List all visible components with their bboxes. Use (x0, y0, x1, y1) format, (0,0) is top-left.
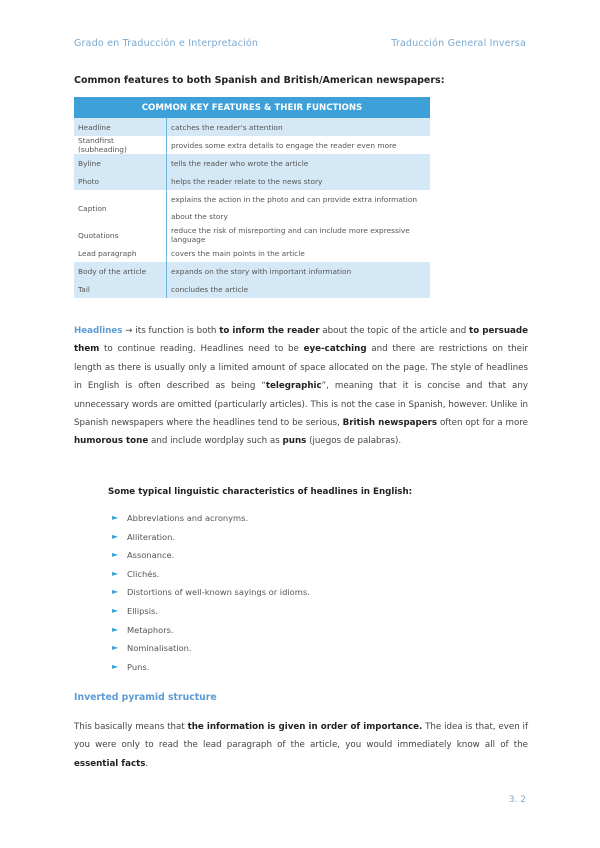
list-item-text: Alliteration. (127, 531, 175, 542)
feature-cell: Caption (74, 190, 167, 226)
headlines-paragraph (74, 322, 528, 451)
list-item-text: Metaphors. (127, 624, 174, 635)
features-table (74, 97, 430, 298)
table-row (74, 190, 430, 226)
list-item (112, 639, 310, 658)
bold-run: essential facts (74, 758, 146, 769)
function-cell: provides some extra details to engage the reader even more (171, 140, 397, 150)
bold-run: to inform the reader (219, 326, 320, 336)
triangle-bullet-icon: ► (112, 550, 119, 560)
list-item-text: Abbreviations and acronyms. (127, 513, 249, 523)
triangle-bullet-icon: ► (112, 661, 119, 671)
list-item (112, 509, 310, 528)
inverted-pyramid-title: Inverted pyramid structure (74, 692, 217, 703)
table-row (74, 154, 430, 172)
list-item-text: Ellipsis. (127, 605, 159, 616)
table-row (74, 244, 430, 262)
function-cell: expands on the story with important information (167, 262, 431, 280)
text-run: The idea is that, even if you were only to read the lead paragraph of the article, you would immediately know all of the (74, 722, 529, 751)
list-item-text: Assonance. (127, 550, 175, 561)
list-item (112, 583, 310, 602)
function-cell: covers the main points in the article (171, 248, 305, 258)
list-item (112, 658, 310, 677)
list-item-text: Distortions of well-known sayings or idioms. (127, 587, 310, 598)
list-item (112, 528, 310, 547)
feature-cell: Lead paragraph (74, 244, 167, 262)
page-number: 3. 2 (508, 795, 526, 805)
list-item-text: Clichés. (127, 568, 160, 579)
list-item (112, 546, 310, 565)
list-item (112, 621, 310, 640)
function-cell: tells the reader who wrote the article (167, 154, 431, 172)
characteristics-list (112, 509, 310, 676)
bold-run: British newspapers (342, 418, 438, 429)
bold-run: humorous tone (74, 436, 149, 447)
bold-run: to persuade them (74, 326, 528, 355)
inverted-pyramid-paragraph (74, 718, 528, 773)
feature-cell: Tail (74, 280, 167, 298)
table-row (74, 172, 430, 190)
triangle-bullet-icon: ► (112, 643, 119, 653)
bold-run: the information is given in order of importance. (187, 722, 423, 732)
text-run: and include wordplay such as (148, 436, 283, 447)
function-cell: explains the action in the photo and can provide extra information about the story (171, 195, 418, 221)
text-run: → its function is both (122, 326, 220, 336)
table-row (74, 226, 430, 244)
feature-cell: Byline (74, 154, 167, 172)
page-header (74, 38, 526, 54)
text-run: (juegos de palabras). (306, 436, 402, 447)
feature-cell: Photo (74, 172, 167, 190)
text-run: This basically means that (74, 722, 188, 732)
list-item (112, 602, 310, 621)
text-run: to continue reading. Headlines need to be (99, 344, 304, 355)
triangle-bullet-icon: ► (112, 624, 119, 634)
bold-run: eye-catching (303, 344, 367, 355)
header-subject: Traducción General Inversa (391, 38, 526, 49)
bold-run: puns (282, 436, 307, 447)
triangle-bullet-icon: ► (112, 605, 119, 615)
function-cell: reduce the risk of misreporting and can include more expressive language (171, 226, 410, 244)
feature-cell: Headline (74, 118, 167, 136)
table-row (74, 136, 430, 154)
triangle-bullet-icon: ► (112, 531, 119, 541)
list-item (112, 565, 310, 584)
header-course: Grado en Traducción e Interpretación (74, 38, 259, 49)
triangle-bullet-icon: ► (112, 568, 119, 578)
feature-cell: Standfirst (subheading) (74, 136, 167, 154)
text-run: often opt for a more (437, 418, 528, 429)
table-row (74, 262, 430, 280)
text-run: and there are restrictions on their length as there is usually only a limited amount of space allocated on the page. The style of headlines in English is often described as being “ (74, 344, 528, 392)
text-run: ”, meaning that it is concise and that any unnecessary words are omitted (particularly articles). This is not the case in Spanish, however. Unlike in Spanish newspapers where the headlines tend to be serious, (74, 381, 528, 429)
headlines-keyword: Headlines (74, 326, 123, 336)
bold-run: telegraphic (265, 381, 322, 392)
table-heading: COMMON KEY FEATURES & THEIR FUNCTIONS (74, 97, 430, 118)
list-item-text: Puns. (127, 661, 150, 672)
text-run: . (145, 758, 149, 769)
function-cell: helps the reader relate to the news story (167, 172, 431, 190)
function-cell: catches the reader's attention (167, 118, 431, 136)
table-row (74, 118, 430, 136)
triangle-bullet-icon: ► (112, 513, 119, 522)
feature-cell: Quotations (74, 226, 167, 244)
characteristics-title: Some typical linguistic characteristics of headlines in English: (108, 487, 413, 497)
list-item-text: Nominalisation. (127, 643, 192, 654)
text-run: about the topic of the article and (319, 326, 470, 336)
section-title: Common features to both Spanish and British/American newspapers: (74, 75, 445, 86)
feature-cell: Body of the article (74, 262, 167, 280)
triangle-bullet-icon: ► (112, 587, 119, 597)
table-row (74, 280, 430, 298)
function-cell: concludes the article (167, 280, 431, 298)
